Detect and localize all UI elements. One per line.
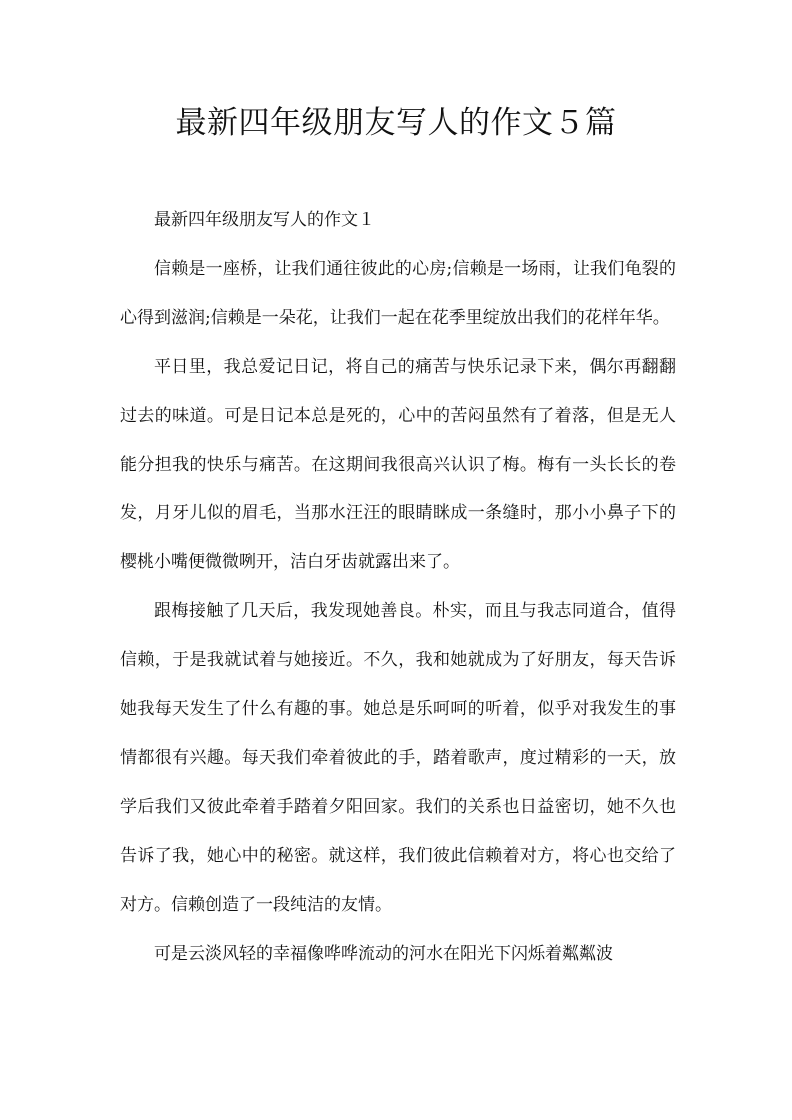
essay-subtitle: 最新四年级朋友写人的作文１ xyxy=(154,210,375,230)
document-body xyxy=(120,196,676,979)
paragraph: 平日里，我总爱记日记，将自己的痛苦与快乐记录下来，偶尔再翻翻过去的味道。可是日记本总是死的，心中的苦闷虽然有了着落，但是无人能分担我的快乐与痛苦。在这期间我很高兴认识了梅。梅有一头长长的卷发，月牙儿似的眉毛，当那水汪汪的眼睛眯成一条缝时，那小小鼻子下的樱桃小嘴便微微咧开，洁白牙齿就露出来了。 xyxy=(120,356,676,573)
paragraph: 可是云淡风轻的幸福像哗哗流动的河水在阳光下闪烁着粼粼波 xyxy=(154,943,613,964)
paragraph: 跟梅接触了几天后，我发现她善良。朴实，而且与我志同道合，值得信赖，于是我就试着与她接近。不久，我和她就成为了好朋友，每天告诉她我每天发生了什么有趣的事。她总是乐呵呵的听着，似乎对我发生的事情都很有兴趣。每天我们牵着彼此的手，踏着歌声，度过精彩的一天，放学后我们又彼此牵着手踏着夕阳回家。我们的关系也日益密切，她不久也告诉了我，她心中的秘密。就这样，我们彼此信赖着对方，将心也交给了对方。信赖创造了一段纯洁的友情。 xyxy=(120,601,676,915)
paragraph: 信赖是一座桥，让我们通往彼此的心房;信赖是一场雨，让我们龟裂的心得到滋润;信赖是一朵花，让我们一起在花季里绽放出我们的花样年华。 xyxy=(120,258,676,328)
document-title: 最新四年级朋友写人的作文５篇 xyxy=(175,105,617,141)
